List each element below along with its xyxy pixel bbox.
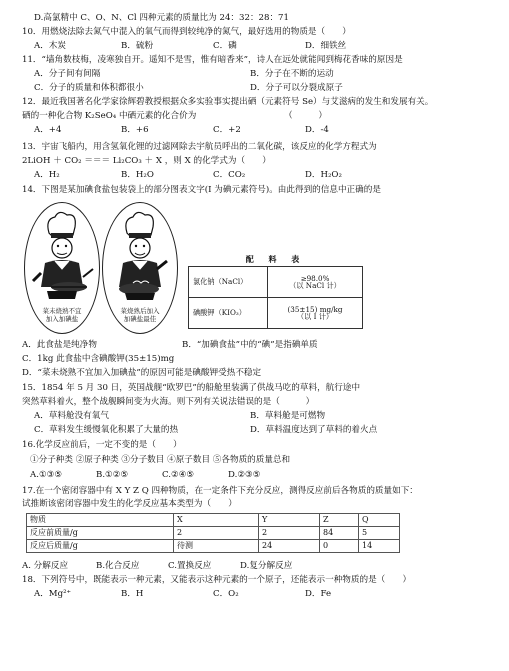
q14-option-d: D．“菜未烧熟不宜加入加碘盐”的原因可能是碘酸钾受热不稳定 [22, 368, 262, 378]
table-cell: 0 [320, 540, 359, 553]
table-cell: 14 [359, 540, 400, 553]
q11-options-ab [34, 70, 334, 79]
table-cell: 2 [259, 527, 320, 540]
q9-option-d: D.高氯精中 C、O、N、Cl 四种元素的质量比为 24：32：28：71 [34, 13, 289, 23]
q17-option-c: C.置换反应 [168, 561, 212, 571]
q14-stem: 14．下图是某加碘食盐包装袋上的部分图表文字(I 为碘元素符号)。由此得到的信息中正确的是 [22, 185, 381, 195]
table-cell: X [174, 514, 259, 527]
table-cell: 84 [320, 527, 359, 540]
q10-option-c: C．磷 [213, 41, 237, 51]
q14-options-ab [22, 341, 318, 350]
q18-option-a: A．Mg²⁺ [34, 589, 72, 599]
caption-left-line-1: 菜未烧熟不宜 [42, 307, 82, 315]
q18-stem: 18．下列符号中，既能表示一种元素，又能表示这种元素的一个原子，还能表示一种物质的是（ ） [22, 575, 412, 585]
table-cell: 24 [259, 540, 320, 553]
table-cell: 反应后质量/g [27, 540, 174, 553]
q15-option-b: B．草料舱是可燃物 [250, 411, 326, 421]
q15-option-a: A．草料舱没有氧气 [34, 411, 109, 421]
table-cell: 待测 [174, 540, 259, 553]
table-cell: 5 [359, 527, 400, 540]
q14-option-b: B．“加碘食盐”中的“碘”是指碘单质 [182, 340, 318, 350]
q12-stem-2 [22, 112, 327, 121]
q12-option-d: D．-4 [305, 125, 329, 135]
q11-option-c: C．分子的质量和体积都很小 [34, 83, 144, 93]
ingredients-panel [188, 255, 363, 329]
table-row [27, 514, 400, 527]
q10-option-b: B．硫粉 [121, 41, 154, 51]
q11-option-b: B．分子在不断的运动 [250, 69, 334, 79]
q12-options [34, 126, 329, 135]
q14-option-a: A．此食盐是纯净物 [22, 340, 97, 350]
q15-stem-2: 突然草料着火，整个战舰瞬间变为火海。则下列有关说法错误的是（ ） [22, 397, 315, 407]
q16-option-c: C.②④⑤ [162, 470, 195, 480]
q18-options [34, 590, 331, 599]
table-cell: Y [259, 514, 320, 527]
q13-options [34, 171, 342, 180]
chef-left-caption [25, 307, 99, 323]
q16-items: ①分子种类 ②原子种类 ③分子数目 ④原子数目 ⑤各物质的质量总和 [30, 455, 291, 465]
q17-stem-2: 试推断该密闭容器中发生的化学反应基本类型为（ ） [22, 499, 237, 509]
ingredients-row [189, 267, 363, 298]
q15-option-d: D．草料温度达到了草料的着火点 [250, 425, 378, 435]
q17-option-a: A. 分解反应 [22, 561, 69, 571]
q17-stem: 17.在一个密闭容器中有 X Y Z Q 四种物质，在一定条件下充分反应，测得反应前后各物质的质量如下： [22, 486, 418, 496]
table-row [27, 527, 400, 540]
caption-left-line-2: 加入加碘盐 [45, 315, 79, 324]
q12-option-a: A．+4 [34, 125, 62, 135]
reaction-mass-table [26, 513, 400, 553]
q10-option-a: A．木炭 [34, 41, 66, 51]
ingredient-value-line-1: (35±15) mg/kg [287, 304, 343, 314]
ingredient-value-line-2: （以 I 计） [296, 312, 334, 321]
q16-option-b: B.①②⑤ [96, 470, 129, 480]
q17-option-b: B.化合反应 [96, 561, 140, 571]
q12-stem: 12．最近我国著名化学家徐辉碧教授根据众多实验事实提出硒（元素符号 Se）与艾滋病的发生和发展有关。 [22, 97, 434, 107]
ingredient-name: 氯化钠（NaCl） [189, 267, 268, 298]
q12-answer-paren: （ ） [284, 111, 327, 121]
q17-options [22, 562, 292, 571]
q15-option-c: C．草料发生缓慢氧化积累了大量的热 [34, 425, 179, 435]
chef-right-caption [103, 307, 177, 323]
ingredient-name: 碘酸钾（KIO₃） [189, 298, 268, 329]
q15-options-cd [34, 426, 377, 435]
ingredients-row [189, 298, 363, 329]
table-row [27, 540, 400, 553]
q13-option-d: D．H₂O₂ [305, 170, 342, 180]
q11-stem: 11．“墙角数枝梅，凌寒独自开。遥知不是雪，惟有暗香来”，诗人在远处就能闻到梅花香味的原因是 [22, 55, 403, 65]
table-cell: Q [359, 514, 400, 527]
q12-option-c: C．+2 [213, 125, 241, 135]
q13-option-c: C．CO₂ [213, 170, 246, 180]
q16-option-a: A.①③⑤ [30, 470, 63, 480]
ingredient-value [268, 267, 363, 298]
q11-option-a: A．分子间有间隔 [34, 69, 101, 79]
q12-option-b: B．+6 [121, 125, 149, 135]
ingredient-value-line-1: ≥98.0% [300, 273, 330, 283]
q13-equation: 2LiOH ＋ CO₂ ＝＝＝ Li₂CO₃ ＋ X ，则 X 的化学式为（ ） [22, 156, 271, 166]
q12-stem-text: 硒的一种化合物 K₂SeO₄ 中硒元素的化合价为 [22, 111, 197, 121]
chef-illustration-left [24, 202, 100, 334]
q13-stem: 13．宇宙飞船内，用含氢氧化锂的过滤网除去宇航员呼出的二氧化碳，该反应的化学方程式为 [22, 142, 377, 152]
q18-option-d: D．Fe [305, 589, 332, 599]
ingredient-value [268, 298, 363, 329]
q18-option-c: C．O₂ [213, 589, 239, 599]
q16-option-d: D.②③⑤ [228, 470, 261, 480]
q13-option-a: A．H₂ [34, 170, 60, 180]
table-cell: 物质 [27, 514, 174, 527]
caption-right-line-1: 菜烧熟后加入 [120, 307, 160, 315]
q18-option-b: B．H [121, 589, 144, 599]
q10-options [34, 42, 346, 51]
q17-option-d: D.复分解反应 [240, 561, 293, 571]
chef-illustration-right [102, 202, 178, 334]
table-cell: 反应前质量/g [27, 527, 174, 540]
q10-option-d: D．细铁丝 [305, 41, 347, 51]
q16-options [30, 471, 260, 480]
q11-options-cd [34, 84, 343, 93]
caption-right-line-2: 加碘盐最佳 [123, 315, 157, 324]
ingredients-table [188, 266, 363, 329]
q16-stem: 16.化学反应前后，一定不变的是（ ） [22, 440, 182, 450]
table-cell: Z [320, 514, 359, 527]
q11-option-d: D．分子可以分裂成原子 [250, 83, 343, 93]
q15-options-ab [34, 412, 325, 421]
ingredients-title: 配 料 表 [245, 254, 306, 264]
q10-stem: 10．用燃烧法除去氮气中混入的氧气而得到较纯净的氮气，最好选用的物质是（ ） [22, 27, 351, 37]
q14-option-c: C．1kg 此食盐中含碘酸钾(35±15)mg [22, 354, 175, 364]
q15-stem: 15．1854 年 5 月 30 日，英国战舰“欧罗巴”的船舱里装满了供战马吃的草料，航行途中 [22, 383, 361, 393]
q13-option-b: B．H₂O [121, 170, 154, 180]
table-cell: 2 [174, 527, 259, 540]
ingredient-value-line-2: （以 NaCl 计） [289, 281, 341, 290]
